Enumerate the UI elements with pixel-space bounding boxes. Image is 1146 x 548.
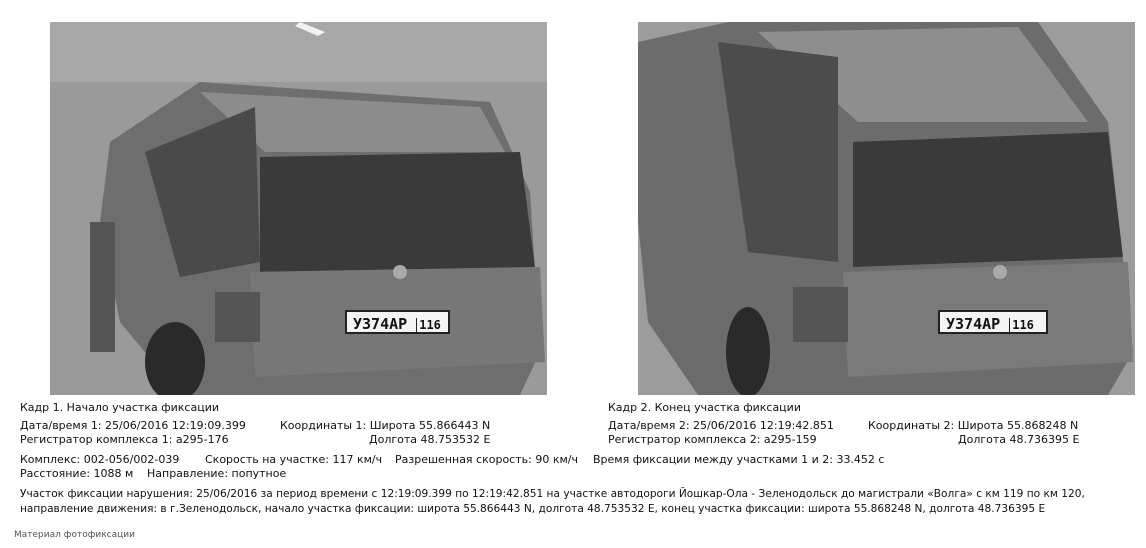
frame-1-photo xyxy=(50,22,547,395)
violation-text-line-2: направление движения: в г.Зеленодольск, начало участка фиксации: широта 55.866443 N, долгота 48.753532 E, конец участка фиксации: широта 55.868248 N, долгота 48.736395 E xyxy=(20,503,1046,515)
frame-1-plate-region: 116 xyxy=(416,318,441,332)
frame-2-title: Кадр 2. Конец участка фиксации xyxy=(608,401,801,414)
footer-caption: Материал фотофиксации xyxy=(14,530,135,540)
frame-1-latitude: Координаты 1: Широта 55.866443 N xyxy=(280,419,491,432)
frame-1-plate-main: У374АР xyxy=(353,315,408,333)
frame-2-plate-region: 116 xyxy=(1009,318,1034,332)
frame-1-title: Кадр 1. Начало участка фиксации xyxy=(20,401,219,414)
frame-1-longitude: Долгота 48.753532 E xyxy=(369,433,491,446)
frame-2-plate xyxy=(938,310,1048,334)
measured-speed: Скорость на участке: 117 км/ч xyxy=(205,453,383,466)
complex-id: Комплекс: 002-056/002-039 xyxy=(20,453,180,466)
frame-1-registrar: Регистратор комплекса 1: a295-176 xyxy=(20,433,229,446)
frame-1-datetime: Дата/время 1: 25/06/2016 12:19:09.399 xyxy=(20,419,246,432)
violation-text-line-1: Участок фиксации нарушения: 25/06/2016 за период времени с 12:19:09.399 по 12:19:42.851 на участке автодороги Йошкар-Ола - Зеленодольск до магистрали «Волга» с км 119 по км 120, xyxy=(20,488,1085,500)
fixation-time: Время фиксации между участками 1 и 2: 33.452 с xyxy=(593,453,885,466)
frame-2-plate-main: У374АР xyxy=(946,315,1001,333)
frame-2-registrar: Регистратор комплекса 2: a295-159 xyxy=(608,433,817,446)
allowed-speed: Разрешенная скорость: 90 км/ч xyxy=(395,453,578,466)
frame-2-datetime: Дата/время 2: 25/06/2016 12:19:42.851 xyxy=(608,419,834,432)
frame-1-plate xyxy=(345,310,450,334)
frame-2-latitude: Координаты 2: Широта 55.868248 N xyxy=(868,419,1079,432)
frame-2-longitude: Долгота 48.736395 E xyxy=(958,433,1080,446)
direction: Направление: попутное xyxy=(147,467,287,480)
frame-2-photo xyxy=(638,22,1135,395)
distance: Расстояние: 1088 м xyxy=(20,467,134,480)
